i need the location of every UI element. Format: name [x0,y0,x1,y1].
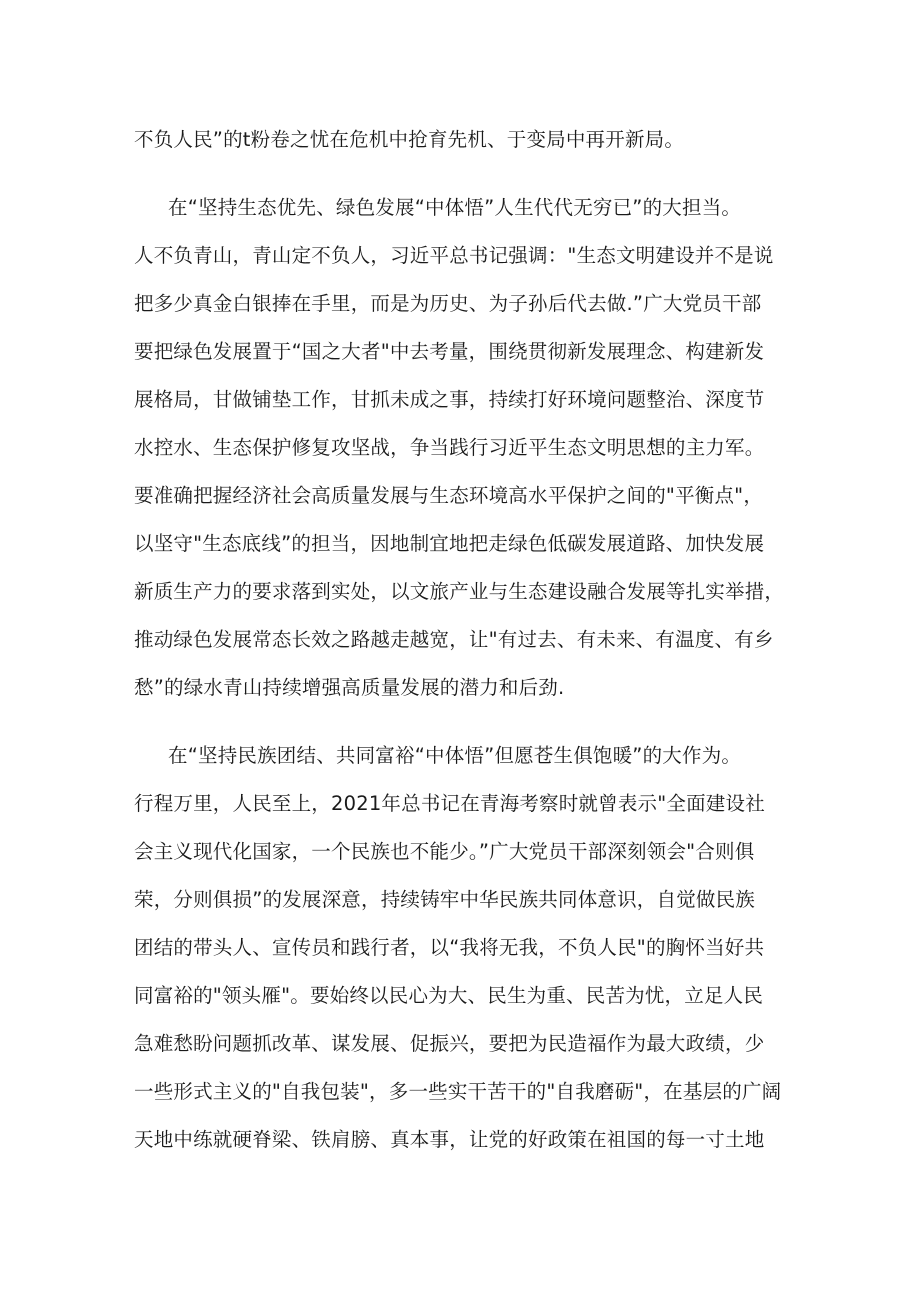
text-line: 在“坚持生态优先、绿色发展“中体悟”人生代代无穷已”的大担当。 [168,196,742,219]
text-line: 水控水、生态保护修复攻坚战，争当践行习近平生态文明思想的主力军。 [134,436,765,459]
text-line: 把多少真金白银捧在手里，而是为历史、为子孙后代去做.”广大党员干部 [134,292,762,315]
text-line: 会主义现代化国家，一个民族也不能少。”广大党员干部深刻领会"合则俱 [134,840,755,863]
text-line: 不负人民”的t粉卷之忧在危机中抢育先机、于变局中再开新局。 [134,128,685,151]
text-line: 展格局，甘做铺垫工作，甘抓未成之事，持续打好环境问题整治、深度节 [134,388,765,411]
text-line: 急难愁盼问题抓改革、谋发展、促振兴，要把为民造福作为最大政绩，少 [134,1032,765,1055]
text-line: 天地中练就硬脊梁、铁肩膀、真本事，让党的好政策在祖国的每一寸土地 [134,1128,765,1151]
text-line: 一些形式主义的"自我包装"，多一些实干苦干的"自我磨砺"，在基层的广阔 [134,1080,782,1103]
text-line: 团结的带头人、宣传员和践行者，以“我将无我，不负人民"的胸怀当好共 [134,936,765,959]
text-line: 荣，分则俱损”的发展深意，持续铸牢中华民族共同体意识，自觉做民族 [134,888,756,911]
text-line: 行程万里，人民至上，2021年总书记在青海考察时就曾表示"全面建设社 [134,792,765,815]
text-line: 同富裕的"领头雁"。要始终以民心为大、民生为重、民苦为忧，立足人民 [134,984,764,1007]
text-line: 要把绿色发展置于“国之大者"中去考量，围绕贯彻新发展理念、构建新发 [134,340,765,363]
text-line: 新质生产力的要求落到实处，以文旅产业与生态建设融合发展等扎实举措， [134,580,785,603]
text-line: 在“坚持民族团结、共同富裕“中体悟”但愿苍生俱饱暖”的大作为。 [168,744,742,767]
text-line: 以坚守"生态底线”的担当，因地制宜地把走绿色低碳发展道路、加快发展 [134,532,765,555]
text-line: 愁”的绿水青山持续增强高质量发展的潜力和后劲. [134,676,565,699]
text-line: 要准确把握经济社会高质量发展与生态环境高水平保护之间的"平衡点"， [134,484,764,507]
text-line: 人不负青山，青山定不负人，习近平总书记强调："生态文明建设并不是说 [134,244,774,267]
text-line: 推动绿色发展常态长效之路越走越宽，让"有过去、有未来、有温度、有乡 [134,628,774,651]
